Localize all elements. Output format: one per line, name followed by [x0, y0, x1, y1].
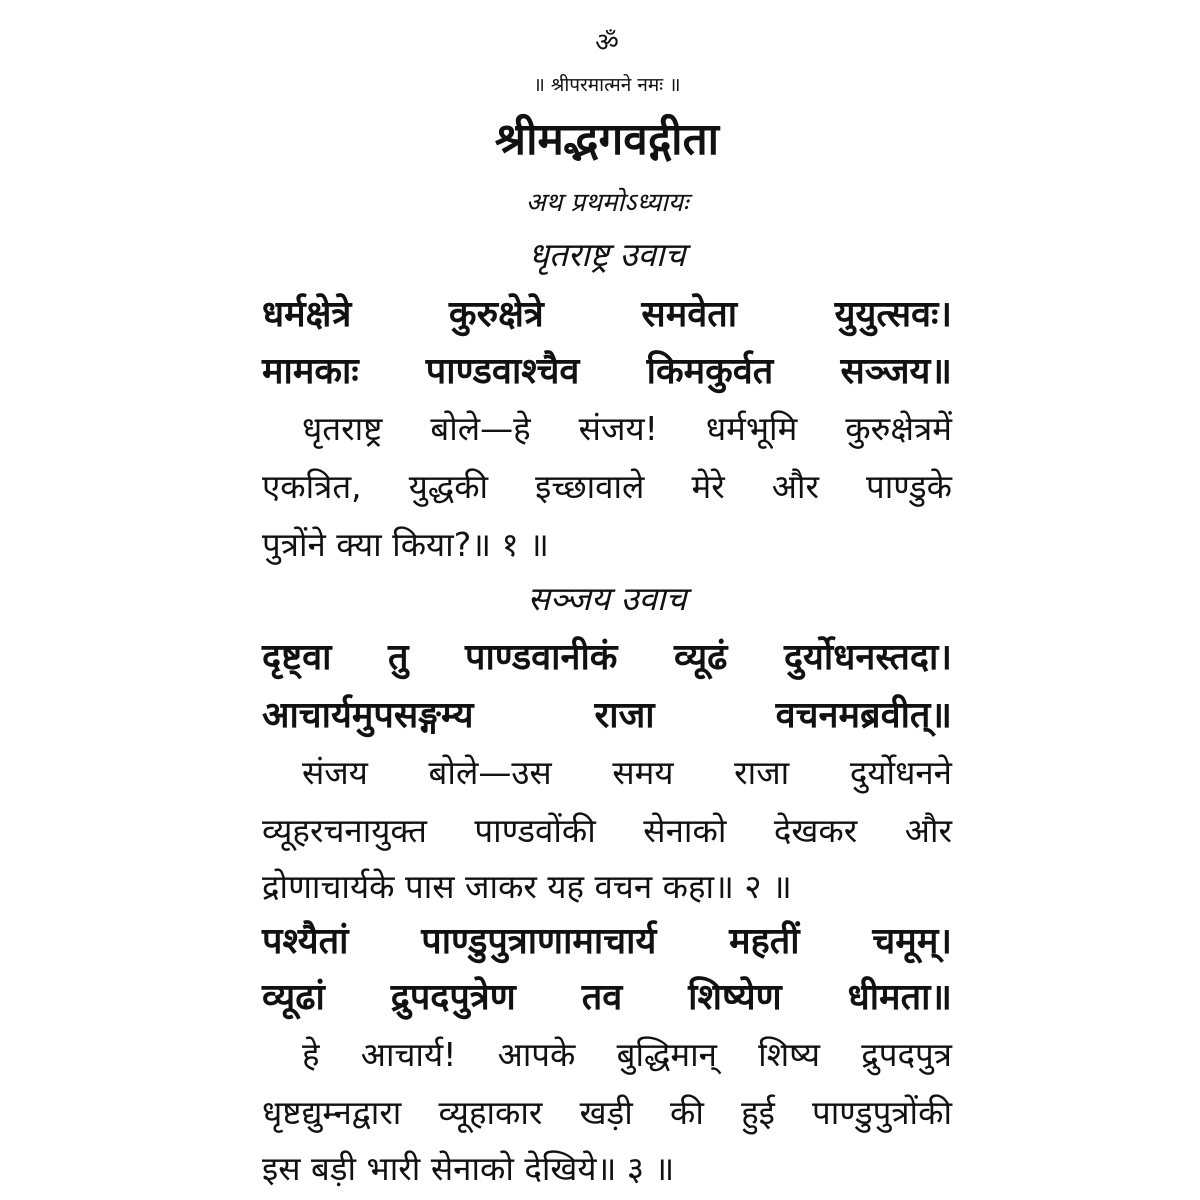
chapter-heading: अथ प्रथमोऽध्यायः	[525, 188, 689, 218]
translation-3-line-3: इस बड़ी भारी सेनाको देखिये॥ ३ ॥	[262, 1149, 675, 1188]
translation-1-line-1: धृतराष्ट्र बोले—हे संजय! धर्मभूमि कुरुक्षेत्रमें	[302, 409, 952, 448]
speaker-heading-dhritarashtra: धृतराष्ट्र उवाच	[528, 235, 686, 274]
translation-1-line-3: पुत्रोंने क्या किया?॥ १ ॥	[262, 525, 549, 564]
translation-3-line-2: धृष्टद्युम्नद्वारा व्यूहाकार खड़ी की हुई पाण्डुपुत्रोंकी	[262, 1093, 952, 1132]
verse-1-line-1: धर्मक्षेत्रे कुरुक्षेत्रे समवेता युयुत्सवः।	[262, 294, 952, 335]
verse-2-line-2: आचार्यमुपसङ्गम्य राजा वचनमब्रवीत्॥	[262, 695, 952, 736]
invocation-line: ॥ श्रीपरमात्मने नमः ॥	[533, 74, 681, 96]
translation-2-line-2: व्यूहरचनायुक्त पाण्डवोंकी सेनाको देखकर और	[262, 811, 952, 850]
book-page	[262, 0, 952, 1200]
translation-1-line-2: एकत्रित, युद्धकी इच्छावाले मेरे और पाण्डुके	[262, 467, 952, 506]
translation-2-line-3: द्रोणाचार्यके पास जाकर यह वचन कहा॥ २ ॥	[262, 867, 792, 906]
verse-2-line-1: दृष्ट्वा तु पाण्डवानीकं व्यूढं दुर्योधनस्तदा।	[262, 637, 952, 678]
translation-3-line-1: हे आचार्य! आपके बुद्धिमान् शिष्य द्रुपदपुत्र	[302, 1035, 952, 1074]
verse-1-line-2: मामकाः पाण्डवाश्चैव किमकुर्वत सञ्जय॥	[262, 351, 952, 392]
translation-2-line-1: संजय बोले—उस समय राजा दुर्योधनने	[302, 753, 952, 792]
speaker-heading-sanjaya: सञ्जय उवाच	[527, 579, 687, 618]
verse-3-line-1: पश्यैतां पाण्डुपुत्राणामाचार्य महतीं चमूम्।	[262, 921, 952, 962]
verse-3-line-2: व्यूढां द्रुपदपुत्रेण तव शिष्येण धीमता॥	[262, 977, 952, 1018]
page-title: श्रीमद्भगवद्गीता	[494, 114, 720, 165]
om-symbol: ॐ	[595, 28, 619, 58]
